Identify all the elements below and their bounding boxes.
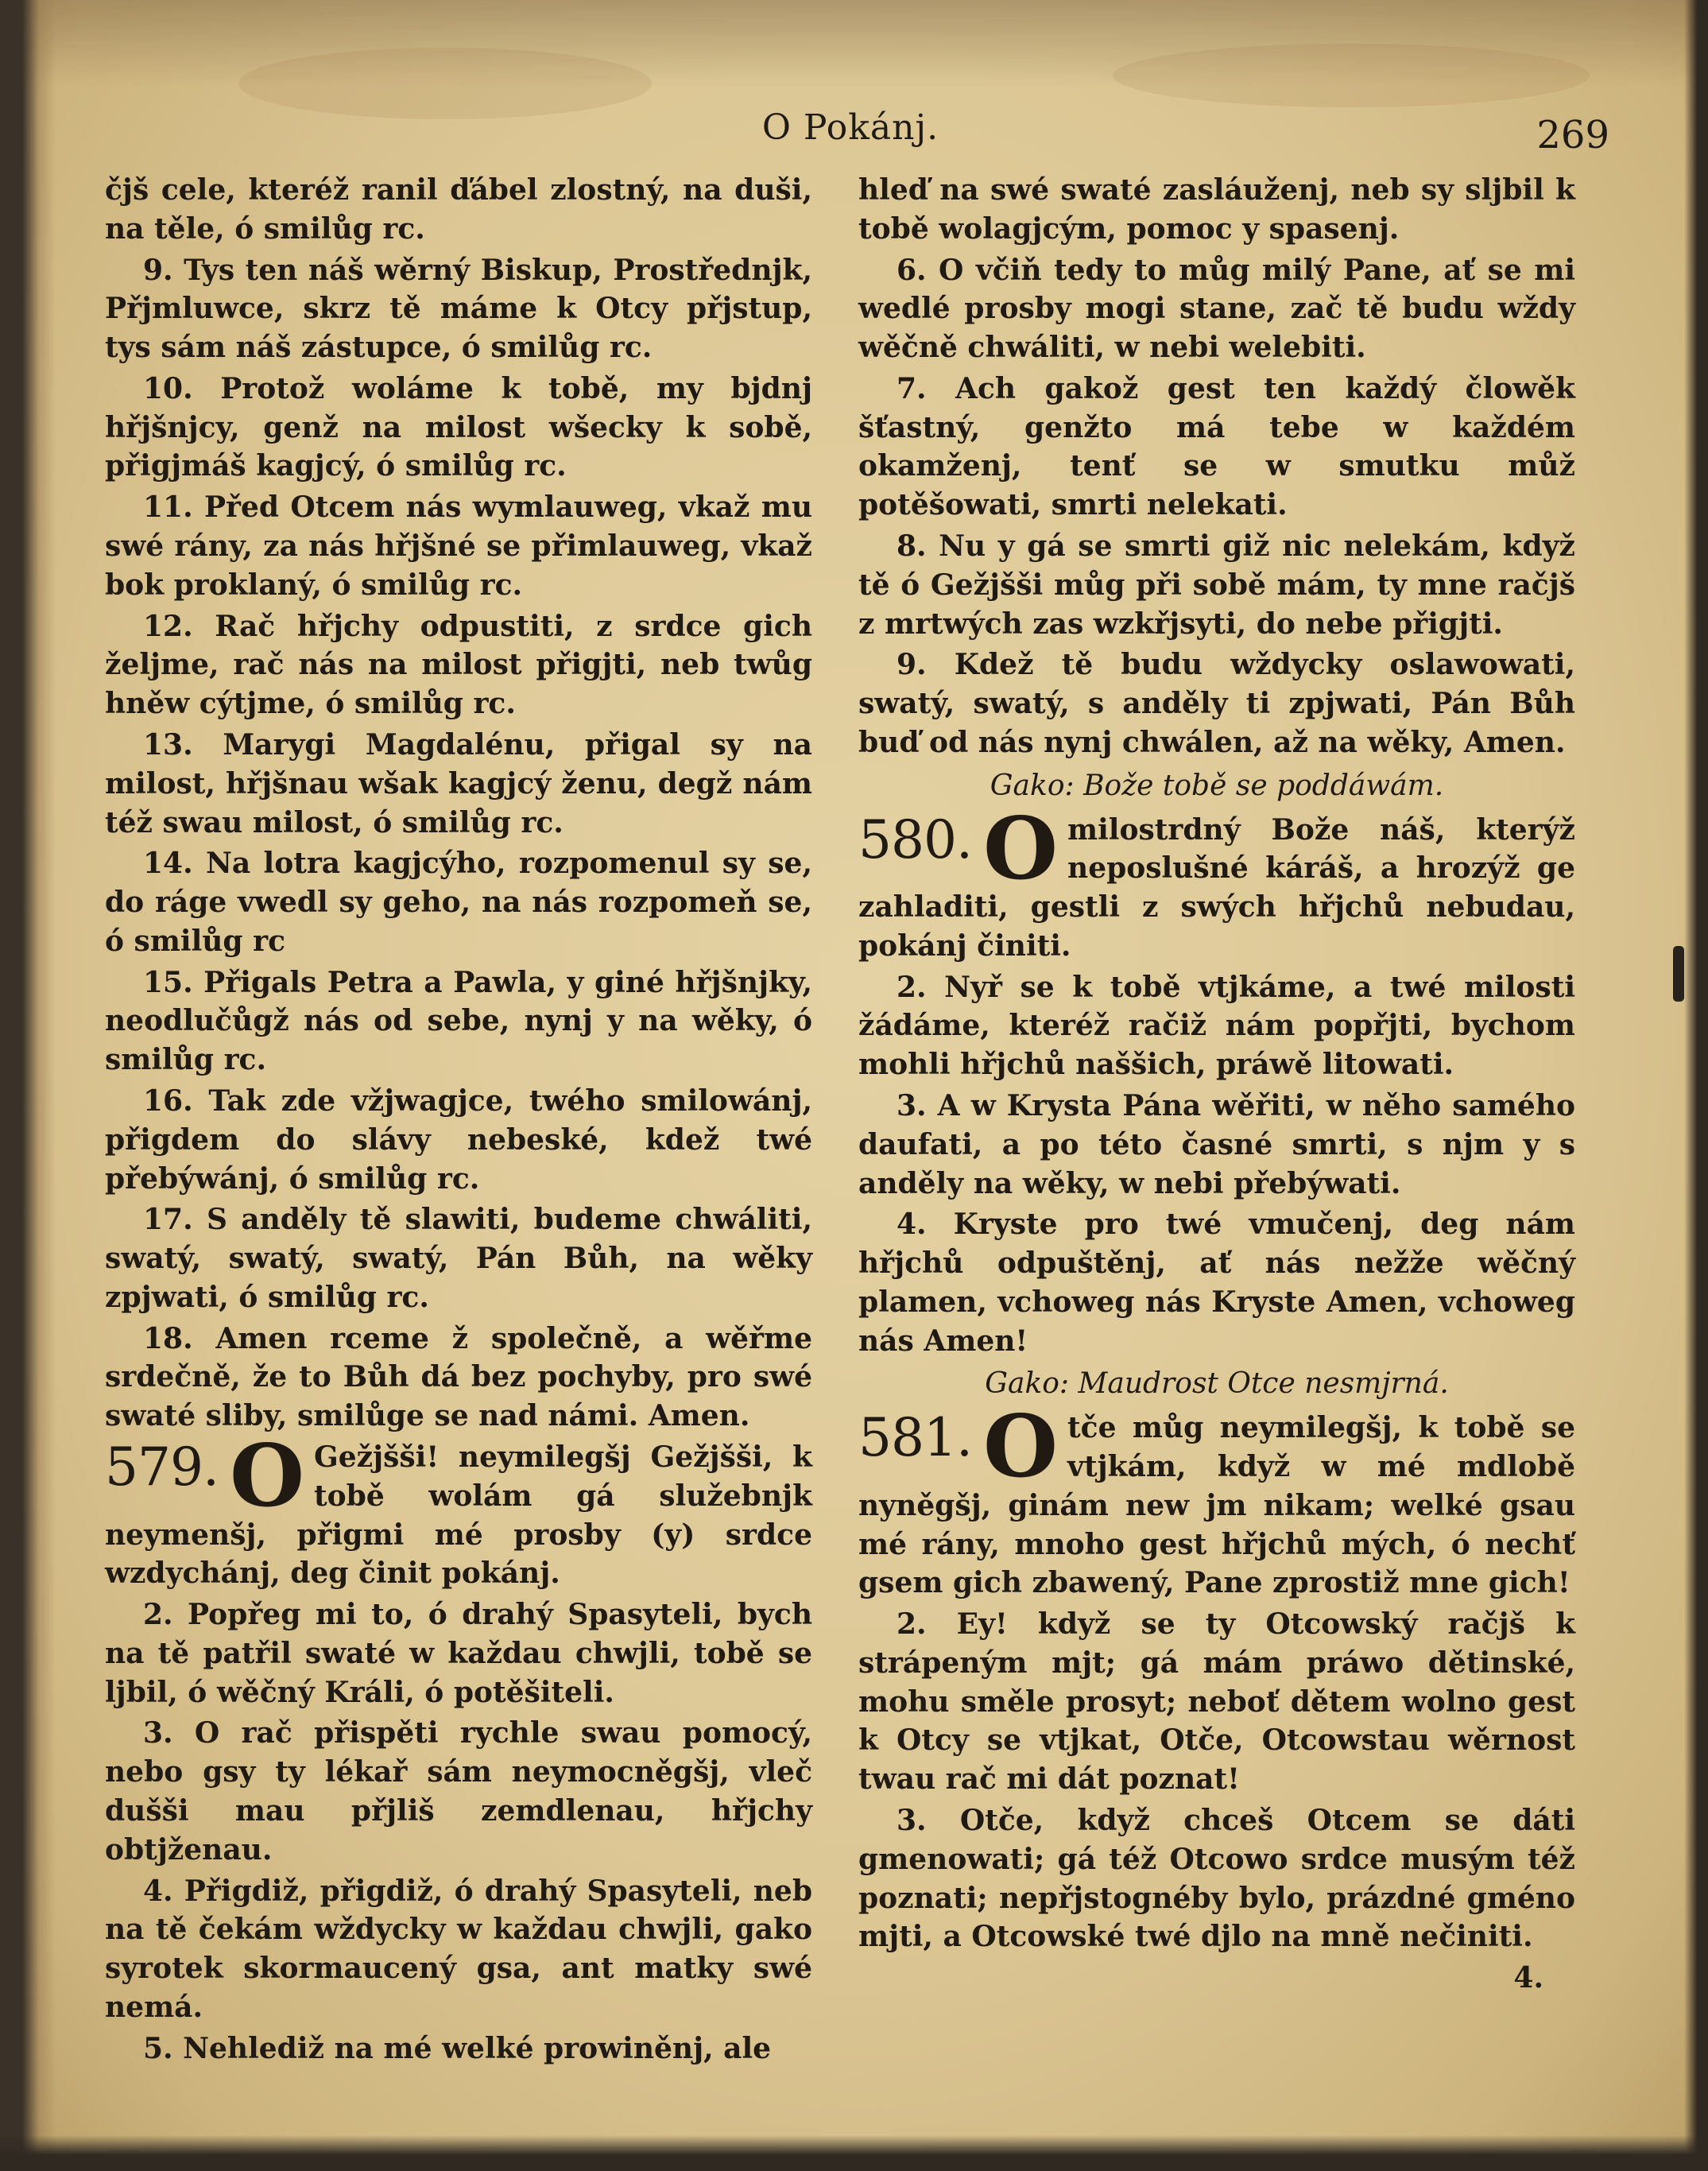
verse-text: 9. Tys ten náš wěrný Biskup, Prostřednjk, Přjmluwce, skrz tě máme k Otcy přjstup, tys sám náš zástupce, ó smilůg rc.	[105, 253, 812, 365]
ink-mark	[1673, 946, 1684, 1002]
verse-text: 18. Amen rceme ž společně, a wěřme srdečně, že to Bůh dá bez pochyby, pro swé swaté sliby, smilůge se nad námi. Amen.	[105, 1321, 812, 1433]
drop-cap: O	[982, 1397, 1059, 1498]
verse-text: 2. Ey! když se ty Otcowský račjš k strápeným mjt; gá mám práwo dětinské, mohu směle prosyt; neboť dětem wolno gest k Otcy se vtjkat, Otče, Otcowstau wěrnost twau rač mi dát poznat!	[858, 1607, 1575, 1797]
verse-text: 13. Marygi Magdalénu, přigal sy na milost, hřjšnau wšak kagjcý ženu, degž nám též swau milost, ó smilůg rc.	[105, 727, 812, 839]
hymn-text: tče můg neymilegšj, k tobě se vtjkám, když w mé mdlobě nyněgšj, ginám new jm nikam; welké gsau mé rány, mnoho gest hřjchů mých, ó nechť gsem gich zbawený, Pane zprostiž mne gich!	[858, 1411, 1575, 1600]
left-page-edge	[0, 0, 56, 2171]
bottom-page-edge	[0, 2135, 1708, 2171]
right-page-edge	[1684, 0, 1708, 2171]
verse-text: 4. Přigdiž, přigdiž, ó drahý Spasyteli, neb na tě čekám wždycky w každau chwjli, gako syrotek skormaucený gsa, ant matky swé nemá.	[105, 1874, 812, 2024]
verse-text: 3. O rač přispěti rychle swau pomocý, nebo gsy ty lékař sám neymocněgšj, vleč dušši mau přjliš zemdlenau, hřjchy obtjženau.	[105, 1716, 812, 1867]
right-column	[858, 171, 1575, 2000]
verse-text: 8. Nu y gá se smrti giž nic nelekám, když tě ó Gežjšši můg při sobě mám, ty mne račjš z mrtwých zas wzkřjsyti, do nebe přigjti.	[858, 529, 1575, 641]
verse-text: 12. Rač hřjchy odpustiti, z srdce gich željme, rač nás na milost přigjti, neb twůg hněw cýtjme, ó smilůg rc.	[105, 609, 812, 721]
hymn-number: 581.	[858, 1407, 972, 1469]
hymn-number: 580.	[858, 808, 972, 870]
hymn-number: 579.	[105, 1436, 219, 1498]
running-title: O Pokánj.	[761, 107, 939, 148]
verse-text: 4. Kryste pro twé vmučenj, deg nám hřjchů odpuštěnj, ať nás nežže wěčný plamen, vchoweg nás Kryste Amen, vchoweg nás Amen!	[858, 1208, 1575, 1358]
verse-text: čjš cele, kteréž ranil ďábel zlostný, na duši, na těle, ó smilůg rc.	[105, 173, 812, 246]
hymn-581	[858, 1365, 1575, 1998]
hymn-580	[858, 767, 1575, 1361]
hymn-text: Gežjšši! neymilegšj Gežjšši, k tobě wolám gá služebnjk neymenšj, přigmi mé prosby (y) srdce wzdychánj, deg činit pokánj.	[105, 1440, 812, 1591]
verse-text: 14. Na lotra kagjcýho, rozpomenul sy se, do ráge vwedl sy geho, na nás rozpomeň se, ó smilůg rc	[105, 847, 812, 958]
verse-text: 5. Nehlediž na mé welké prowiněnj, ale	[143, 2031, 772, 2065]
verse-text: 3. A w Krysta Pána wěřiti, w něho samého daufati, a po této časné smrti, s njm y s anděly na wěky, w nebi přebýwati.	[858, 1088, 1575, 1200]
verse-text: hleď na swé swaté zasláuženj, neb sy sljbil k tobě wolagjcým, pomoc y spasenj.	[858, 173, 1575, 246]
tune-line: Gako: Bože tobě se poddáwám.	[990, 769, 1444, 802]
hymn-first-verse	[105, 1426, 812, 1593]
verse-text: 6. O včiň tedy to můg milý Pane, ať se mi wedlé prosby mogi stane, zač tě budu wždy wěčně chwáliti, w nebi welebiti.	[858, 253, 1575, 365]
drop-cap: O	[229, 1426, 305, 1526]
drop-cap: O	[982, 798, 1059, 899]
hymn-579	[105, 1426, 812, 2068]
page-number: 269	[1536, 113, 1609, 157]
verse-text: 11. Před Otcem nás wymlauweg, vkaž mu swé rány, za nás hřjšné se přimlauweg, vkaž bok proklaný, ó smilůg rc.	[105, 490, 812, 602]
paper-stain	[238, 48, 652, 119]
verse-text: 16. Tak zde vžjwagjce, twého smilowánj, přigdem do slávy nebeské, kdež twé přebýwánj, ó smilůg rc.	[105, 1084, 812, 1196]
verse-text: 2. Nyř se k tobě vtjkáme, a twé milosti žádáme, kteréž račiž nám popřjti, bychom mohli hřjchů naššich, práwě litowati.	[858, 970, 1575, 1082]
verse-text: 7. Ach gakož gest ten každý člowěk šťastný, genžto má tebe w každém okamženj, tenť se w smutku můž potěšowati, smrti nelekati.	[858, 371, 1575, 522]
tune-line: Gako: Maudrost Otce nesmjrná.	[985, 1367, 1449, 1401]
hymn-text: milostrdný Bože náš, kterýž neposlušné káráš, a hrozýž ge zahladiti, gestli z swých hřjchů nebudau, pokánj činiti.	[858, 812, 1575, 963]
verse-text: 15. Přigals Petra a Pawla, y giné hřjšnjky, neodlučůgž nás od sebe, nynj y na wěky, ó smilůg rc.	[105, 965, 812, 1077]
catchword: 4.	[1513, 1961, 1543, 1995]
verse-text: 9. Kdež tě budu wždycky oslawowati, swatý, swatý, s anděly ti zpjwati, Pán Bůh buď od nás nynj chwálen, až na wěky, Amen.	[858, 648, 1575, 759]
paper-stain	[1113, 44, 1590, 107]
hymn-first-verse	[858, 1397, 1575, 1603]
verse-text: 10. Protož woláme k tobě, my bjdnj hřjšnjcy, genž na milost wšecky k sobě, přigjmáš kagjcý, ó smilůg rc.	[105, 371, 812, 483]
verse-text: 17. S anděly tě slawiti, budeme chwáliti, swatý, swatý, swatý, Pán Bůh, na wěky zpjwati, ó smilůg rc.	[105, 1203, 812, 1314]
verse-text: 2. Popřeg mi to, ó drahý Spasyteli, bych na tě patřil swaté w každau chwjli, tobě se ljbil, ó wěčný Králi, ó potěšiteli.	[105, 1598, 812, 1709]
left-column	[105, 171, 812, 2071]
hymn-first-verse	[858, 798, 1575, 966]
verse-text: 3. Otče, když chceš Otcem se dáti gmenowati; gá též Otcowo srdce musým též poznati; nepřjstognéby bylo, prázdné gméno mjti, a Otcowské twé djlo na mně nečiniti.	[858, 1804, 1575, 1954]
